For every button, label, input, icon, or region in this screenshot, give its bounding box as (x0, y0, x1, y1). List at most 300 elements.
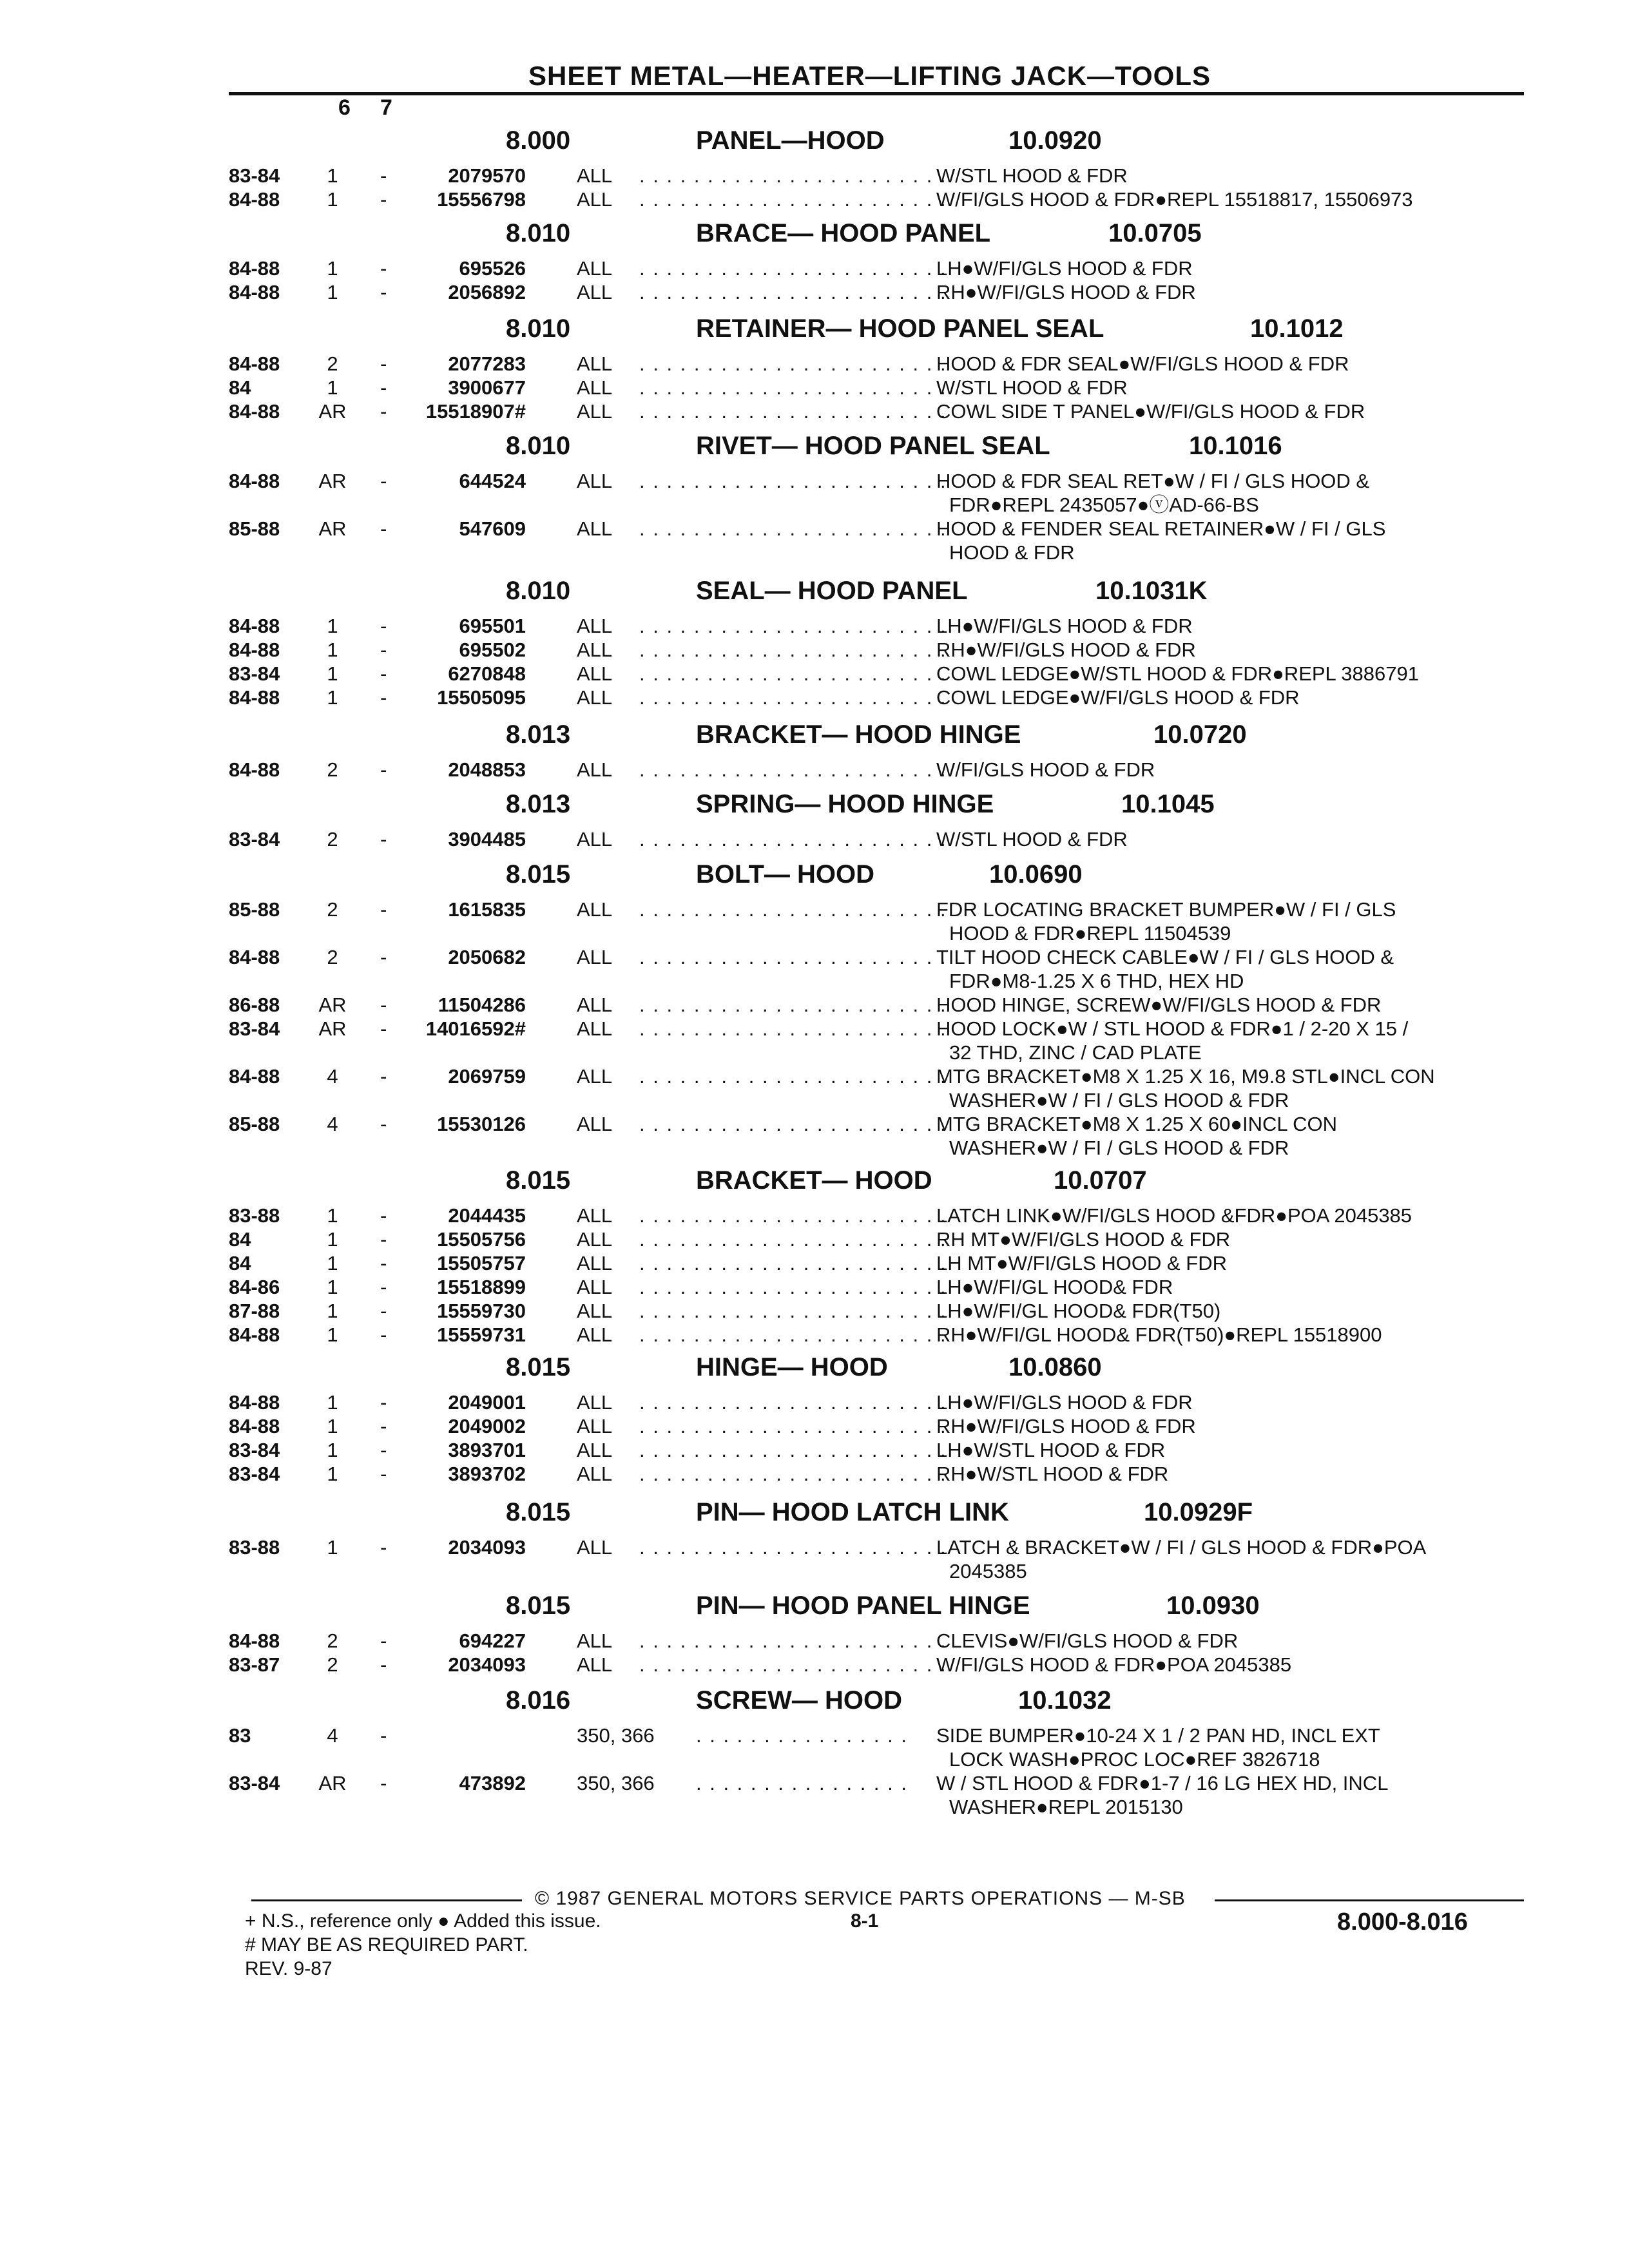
application: ALL (577, 1629, 613, 1652)
leader-dots: . . . . . . . . . . . . . . . . . . . . . . . (639, 1300, 947, 1322)
description: HOOD & FDR SEAL●W/FI/GLS HOOD & FDR (936, 352, 1349, 375)
qty-separator: - (380, 1463, 387, 1485)
qty-separator: - (380, 1536, 387, 1559)
section-header (0, 126, 1629, 159)
model-year: 84 (229, 376, 251, 399)
qty-separator: - (380, 1228, 387, 1251)
leader-dots: . . . . . . . . . . . . . . . . . . . . . . . (639, 281, 947, 303)
qty-separator: - (380, 1204, 387, 1227)
section-group-code: 10.0860 (1008, 1353, 1102, 1381)
qty-separator: - (380, 994, 387, 1016)
qty-separator: - (380, 1439, 387, 1461)
qty-separator: - (380, 352, 387, 375)
model-year: 84-88 (229, 1323, 280, 1346)
leader-dots: . . . . . . . . . . . . . . . . . . . . . . . (639, 758, 947, 781)
qty-separator: - (380, 828, 387, 850)
model-year: 83-88 (229, 1204, 280, 1227)
section-part-name: BRACKET— HOOD (696, 1166, 932, 1195)
footer-page-range: 8.000-8.016 (1337, 1908, 1468, 1936)
application: ALL (577, 1228, 613, 1251)
model-year: 84-88 (229, 188, 280, 211)
leader-dots: . . . . . . . . . . . . . . . . (696, 1724, 908, 1747)
model-year: 84-88 (229, 615, 280, 637)
section-group-code: 10.1045 (1121, 790, 1215, 818)
part-number: 2048853 (448, 758, 526, 781)
column-header-7: 7 (380, 95, 392, 120)
section-header (0, 1686, 1629, 1718)
qty-separator: - (380, 1323, 387, 1346)
section-header (0, 720, 1629, 753)
description: LATCH & BRACKET●W / FI / GLS HOOD & FDR●POA (936, 1536, 1427, 1559)
application: ALL (577, 758, 613, 781)
section-header (0, 1498, 1629, 1530)
leader-dots: . . . . . . . . . . . . . . . . . . . . . . . (639, 1276, 947, 1298)
qty-separator: - (380, 898, 387, 921)
model-year: 84-88 (229, 400, 280, 423)
description: RH●W/FI/GL HOOD& FDR(T50)●REPL 15518900 (936, 1323, 1382, 1346)
model-year: 84-88 (229, 639, 280, 661)
qty-separator: - (380, 662, 387, 685)
model-year: 86-88 (229, 994, 280, 1016)
quantity: AR (318, 1772, 347, 1794)
application: ALL (577, 1323, 613, 1346)
application: 350, 366 (577, 1724, 655, 1747)
footer-note-1: + N.S., reference only ● Added this issue. (245, 1910, 601, 1932)
description: RH●W/FI/GLS HOOD & FDR (936, 639, 1196, 661)
qty-separator: - (380, 164, 387, 187)
part-number: 2056892 (448, 281, 526, 303)
part-number: 15505756 (437, 1228, 526, 1251)
quantity: 1 (327, 1439, 338, 1461)
part-number: 2034093 (448, 1653, 526, 1676)
application: ALL (577, 1204, 613, 1227)
part-number: 2049001 (448, 1391, 526, 1414)
quantity: 1 (327, 1300, 338, 1322)
section-part-name: SCREW— HOOD (696, 1686, 902, 1715)
section-group-code: 10.1031K (1095, 577, 1208, 605)
application: ALL (577, 898, 613, 921)
qty-separator: - (380, 1017, 387, 1040)
part-number: 473892 (459, 1772, 526, 1794)
section-header (0, 790, 1629, 822)
section-header (0, 577, 1629, 609)
model-year: 83-84 (229, 828, 280, 850)
application: ALL (577, 1065, 613, 1088)
quantity: 2 (327, 1629, 338, 1652)
leader-dots: . . . . . . . . . . . . . . . . . . . . . . . (639, 164, 947, 187)
description: W/STL HOOD & FDR (936, 828, 1128, 850)
leader-dots: . . . . . . . . . . . . . . . . (696, 1772, 908, 1794)
quantity: 1 (327, 639, 338, 661)
description: W / STL HOOD & FDR●1-7 / 16 LG HEX HD, INCL (936, 1772, 1389, 1794)
section-part-name: RIVET— HOOD PANEL SEAL (696, 432, 1050, 460)
part-number: 3900677 (448, 376, 526, 399)
description: LH MT●W/FI/GLS HOOD & FDR (936, 1252, 1228, 1274)
section-group-code: 10.0720 (1153, 720, 1247, 749)
application: ALL (577, 1536, 613, 1559)
section-group-number: 8.015 (506, 860, 571, 889)
part-number: 695501 (459, 615, 526, 637)
section-part-name: PIN— HOOD PANEL HINGE (696, 1591, 1030, 1620)
description: LH●W/FI/GL HOOD& FDR(T50) (936, 1300, 1221, 1322)
application: ALL (577, 517, 613, 540)
section-group-number: 8.010 (506, 219, 571, 247)
qty-separator: - (380, 376, 387, 399)
description: HOOD & FDR SEAL RET●W / FI / GLS HOOD & (936, 470, 1370, 492)
leader-dots: . . . . . . . . . . . . . . . . . . . . . . . (639, 1439, 947, 1461)
application: ALL (577, 376, 613, 399)
footer-page-number: 8-1 (851, 1910, 879, 1932)
quantity: 1 (327, 1252, 338, 1274)
part-number: 644524 (459, 470, 526, 492)
section-group-code: 10.0690 (989, 860, 1083, 889)
section-part-name: HINGE— HOOD (696, 1353, 888, 1381)
section-part-name: BRACKET— HOOD HINGE (696, 720, 1021, 749)
description: LH●W/FI/GLS HOOD & FDR (936, 1391, 1193, 1414)
description: CLEVIS●W/FI/GLS HOOD & FDR (936, 1629, 1239, 1652)
part-number: 2050682 (448, 946, 526, 968)
part-number: 2077283 (448, 352, 526, 375)
leader-dots: . . . . . . . . . . . . . . . . . . . . . . . (639, 376, 947, 399)
qty-separator: - (380, 1724, 387, 1747)
application: ALL (577, 1463, 613, 1485)
quantity: 1 (327, 686, 338, 709)
qty-separator: - (380, 1252, 387, 1274)
model-year: 83-87 (229, 1653, 280, 1676)
model-year: 87-88 (229, 1300, 280, 1322)
qty-separator: - (380, 188, 387, 211)
leader-dots: . . . . . . . . . . . . . . . . . . . . . . . (639, 1653, 947, 1676)
model-year: 83-84 (229, 662, 280, 685)
application: ALL (577, 188, 613, 211)
part-number: 14016592# (425, 1017, 526, 1040)
section-header (0, 432, 1629, 464)
part-number: 15518899 (437, 1276, 526, 1298)
section-part-name: BRACE— HOOD PANEL (696, 219, 991, 247)
description-continued: WASHER●W / FI / GLS HOOD & FDR (949, 1137, 1289, 1159)
quantity: 1 (327, 1276, 338, 1298)
model-year: 85-88 (229, 898, 280, 921)
leader-dots: . . . . . . . . . . . . . . . . . . . . . . . (639, 1629, 947, 1652)
part-number: 3904485 (448, 828, 526, 850)
description: W/STL HOOD & FDR (936, 376, 1128, 399)
part-number: 15518907# (425, 400, 526, 423)
part-number: 15505095 (437, 686, 526, 709)
section-group-number: 8.010 (506, 432, 571, 460)
description-continued: FDR●REPL 2435057●ⓥAD-66-BS (949, 494, 1259, 516)
model-year: 84-88 (229, 1065, 280, 1088)
leader-dots: . . . . . . . . . . . . . . . . . . . . . . . (639, 898, 947, 921)
footer-revision: REV. 9-87 (245, 1958, 333, 1979)
model-year: 83-84 (229, 1463, 280, 1485)
application: ALL (577, 1276, 613, 1298)
description: MTG BRACKET●M8 X 1.25 X 16, M9.8 STL●INCL CON (936, 1065, 1435, 1088)
application: ALL (577, 400, 613, 423)
footer-rule-left (251, 1899, 522, 1901)
leader-dots: . . . . . . . . . . . . . . . . . . . . . . . (639, 470, 947, 492)
description: W/FI/GLS HOOD & FDR (936, 758, 1155, 781)
part-number: 547609 (459, 517, 526, 540)
model-year: 83-88 (229, 1536, 280, 1559)
section-group-number: 8.010 (506, 577, 571, 605)
description: HOOD LOCK●W / STL HOOD & FDR●1 / 2-20 X 15 / (936, 1017, 1409, 1040)
part-number: 2069759 (448, 1065, 526, 1088)
header-rule (229, 92, 1524, 95)
description: TILT HOOD CHECK CABLE●W / FI / GLS HOOD & (936, 946, 1394, 968)
section-group-number: 8.013 (506, 720, 571, 749)
section-group-number: 8.016 (506, 1686, 571, 1715)
application: ALL (577, 828, 613, 850)
application: ALL (577, 281, 613, 303)
part-number: 15559731 (437, 1323, 526, 1346)
qty-separator: - (380, 686, 387, 709)
section-group-code: 10.0930 (1166, 1591, 1260, 1620)
leader-dots: . . . . . . . . . . . . . . . . . . . . . . . (639, 1463, 947, 1485)
leader-dots: . . . . . . . . . . . . . . . . . . . . . . . (639, 1391, 947, 1414)
leader-dots: . . . . . . . . . . . . . . . . . . . . . . . (639, 517, 947, 540)
qty-separator: - (380, 1653, 387, 1676)
description-continued: HOOD & FDR●REPL 11504539 (949, 922, 1231, 945)
quantity: 1 (327, 1204, 338, 1227)
description: COWL LEDGE●W/STL HOOD & FDR●REPL 3886791 (936, 662, 1419, 685)
model-year: 84-88 (229, 1415, 280, 1437)
section-group-number: 8.010 (506, 314, 571, 343)
leader-dots: . . . . . . . . . . . . . . . . . . . . . . . (639, 1228, 947, 1251)
leader-dots: . . . . . . . . . . . . . . . . . . . . . . . (639, 1204, 947, 1227)
quantity: 2 (327, 828, 338, 850)
qty-separator: - (380, 1391, 387, 1414)
part-number: 6270848 (448, 662, 526, 685)
qty-separator: - (380, 1772, 387, 1794)
model-year: 84-88 (229, 946, 280, 968)
description: COWL SIDE T PANEL●W/FI/GLS HOOD & FDR (936, 400, 1365, 423)
part-number: 695526 (459, 257, 526, 280)
description: SIDE BUMPER●10-24 X 1 / 2 PAN HD, INCL EXT (936, 1724, 1380, 1747)
qty-separator: - (380, 639, 387, 661)
leader-dots: . . . . . . . . . . . . . . . . . . . . . . . (639, 1323, 947, 1346)
model-year: 84-88 (229, 281, 280, 303)
section-group-code: 10.1016 (1189, 432, 1282, 460)
qty-separator: - (380, 257, 387, 280)
model-year: 84-88 (229, 1629, 280, 1652)
section-part-name: PANEL—HOOD (696, 126, 885, 155)
description: LH●W/STL HOOD & FDR (936, 1439, 1166, 1461)
part-number: 15530126 (437, 1113, 526, 1135)
quantity: AR (318, 994, 347, 1016)
part-number: 15559730 (437, 1300, 526, 1322)
description: RH●W/STL HOOD & FDR (936, 1463, 1169, 1485)
leader-dots: . . . . . . . . . . . . . . . . . . . . . . . (639, 1415, 947, 1437)
footer-copyright: © 1987 GENERAL MOTORS SERVICE PARTS OPERATIONS — M-SB (535, 1888, 1186, 1909)
model-year: 83 (229, 1724, 251, 1747)
quantity: 1 (327, 1391, 338, 1414)
qty-separator: - (380, 1629, 387, 1652)
section-part-name: PIN— HOOD LATCH LINK (696, 1498, 1009, 1526)
description: LH●W/FI/GLS HOOD & FDR (936, 615, 1193, 637)
leader-dots: . . . . . . . . . . . . . . . . . . . . . . . (639, 188, 947, 211)
description-continued: LOCK WASH●PROC LOC●REF 3826718 (949, 1748, 1320, 1771)
qty-separator: - (380, 1300, 387, 1322)
part-number: 695502 (459, 639, 526, 661)
section-group-code: 10.0920 (1008, 126, 1102, 155)
quantity: 1 (327, 164, 338, 187)
leader-dots: . . . . . . . . . . . . . . . . . . . . . . . (639, 639, 947, 661)
description-continued: WASHER●REPL 2015130 (949, 1796, 1183, 1818)
description: W/FI/GLS HOOD & FDR●POA 2045385 (936, 1653, 1292, 1676)
part-number: 15556798 (437, 188, 526, 211)
qty-separator: - (380, 615, 387, 637)
model-year: 83-84 (229, 1017, 280, 1040)
model-year: 84 (229, 1228, 251, 1251)
section-part-name: RETAINER— HOOD PANEL SEAL (696, 314, 1104, 343)
description: RH MT●W/FI/GLS HOOD & FDR (936, 1228, 1231, 1251)
section-group-number: 8.015 (506, 1353, 571, 1381)
section-header (0, 1166, 1629, 1198)
description: COWL LEDGE●W/FI/GLS HOOD & FDR (936, 686, 1300, 709)
application: ALL (577, 257, 613, 280)
quantity: 1 (327, 1228, 338, 1251)
description: HOOD HINGE, SCREW●W/FI/GLS HOOD & FDR (936, 994, 1382, 1016)
quantity: 4 (327, 1113, 338, 1135)
leader-dots: . . . . . . . . . . . . . . . . . . . . . . . (639, 946, 947, 968)
description-continued: 2045385 (949, 1560, 1027, 1582)
application: ALL (577, 164, 613, 187)
section-group-number: 8.015 (506, 1166, 571, 1195)
description: RH●W/FI/GLS HOOD & FDR (936, 1415, 1196, 1437)
section-group-number: 8.013 (506, 790, 571, 818)
quantity: 2 (327, 946, 338, 968)
description-continued: WASHER●W / FI / GLS HOOD & FDR (949, 1089, 1289, 1111)
column-header-6: 6 (338, 95, 351, 120)
part-number: 11504286 (438, 994, 526, 1016)
description: LH●W/FI/GL HOOD& FDR (936, 1276, 1173, 1298)
quantity: 1 (327, 1323, 338, 1346)
description: W/FI/GLS HOOD & FDR●REPL 15518817, 15506973 (936, 188, 1413, 211)
quantity: 1 (327, 281, 338, 303)
application: ALL (577, 1300, 613, 1322)
section-group-number: 8.015 (506, 1498, 571, 1526)
leader-dots: . . . . . . . . . . . . . . . . . . . . . . . (639, 1252, 947, 1274)
model-year: 84-88 (229, 470, 280, 492)
leader-dots: . . . . . . . . . . . . . . . . . . . . . . . (639, 400, 947, 423)
quantity: 1 (327, 1415, 338, 1437)
part-number: 2044435 (448, 1204, 526, 1227)
model-year: 84-88 (229, 1391, 280, 1414)
model-year: 84-88 (229, 352, 280, 375)
quantity: 2 (327, 898, 338, 921)
quantity: 1 (327, 1463, 338, 1485)
section-group-code: 10.0929F (1144, 1498, 1253, 1526)
application: ALL (577, 470, 613, 492)
model-year: 85-88 (229, 1113, 280, 1135)
leader-dots: . . . . . . . . . . . . . . . . . . . . . . . (639, 662, 947, 685)
quantity: 1 (327, 1536, 338, 1559)
leader-dots: . . . . . . . . . . . . . . . . . . . . . . . (639, 1065, 947, 1088)
application: ALL (577, 615, 613, 637)
quantity: 4 (327, 1065, 338, 1088)
qty-separator: - (380, 517, 387, 540)
description: LATCH LINK●W/FI/GLS HOOD &FDR●POA 2045385 (936, 1204, 1412, 1227)
application: ALL (577, 994, 613, 1016)
quantity: AR (318, 470, 347, 492)
description: LH●W/FI/GLS HOOD & FDR (936, 257, 1193, 280)
application: ALL (577, 1113, 613, 1135)
section-part-name: SPRING— HOOD HINGE (696, 790, 994, 818)
quantity: AR (318, 1017, 347, 1040)
quantity: 1 (327, 662, 338, 685)
part-number: 3893702 (448, 1463, 526, 1485)
footer-rule-right (1215, 1899, 1524, 1901)
description-continued: FDR●M8-1.25 X 6 THD, HEX HD (949, 970, 1244, 992)
section-header (0, 219, 1629, 251)
application: ALL (577, 639, 613, 661)
section-part-name: SEAL— HOOD PANEL (696, 577, 968, 605)
quantity: 2 (327, 1653, 338, 1676)
section-group-code: 10.1012 (1250, 314, 1344, 343)
section-header (0, 860, 1629, 892)
part-number: 2034093 (448, 1536, 526, 1559)
leader-dots: . . . . . . . . . . . . . . . . . . . . . . . (639, 994, 947, 1016)
quantity: 1 (327, 188, 338, 211)
quantity: 1 (327, 615, 338, 637)
qty-separator: - (380, 1113, 387, 1135)
model-year: 83-84 (229, 164, 280, 187)
quantity: 2 (327, 758, 338, 781)
section-group-code: 10.0705 (1108, 219, 1202, 247)
part-number: 2079570 (448, 164, 526, 187)
leader-dots: . . . . . . . . . . . . . . . . . . . . . . . (639, 686, 947, 709)
qty-separator: - (380, 758, 387, 781)
application: ALL (577, 1391, 613, 1414)
part-number: 1615835 (448, 898, 526, 921)
quantity: 2 (327, 352, 338, 375)
application: ALL (577, 1653, 613, 1676)
qty-separator: - (380, 470, 387, 492)
page-title: SHEET METAL—HEATER—LIFTING JACK—TOOLS (528, 61, 1211, 91)
quantity: 4 (327, 1724, 338, 1747)
description-continued: HOOD & FDR (949, 541, 1075, 564)
application: ALL (577, 1439, 613, 1461)
qty-separator: - (380, 1276, 387, 1298)
footer-note-2: # MAY BE AS REQUIRED PART. (245, 1934, 528, 1956)
model-year: 84 (229, 1252, 251, 1274)
leader-dots: . . . . . . . . . . . . . . . . . . . . . . . (639, 1536, 947, 1559)
application: ALL (577, 1415, 613, 1437)
section-header (0, 1591, 1629, 1624)
section-part-name: BOLT— HOOD (696, 860, 875, 889)
section-group-number: 8.000 (506, 126, 571, 155)
section-group-number: 8.015 (506, 1591, 571, 1620)
quantity: AR (318, 517, 347, 540)
section-group-code: 10.1032 (1018, 1686, 1112, 1715)
application: ALL (577, 946, 613, 968)
model-year: 84-88 (229, 758, 280, 781)
section-header (0, 314, 1629, 347)
part-number: 694227 (459, 1629, 526, 1652)
leader-dots: . . . . . . . . . . . . . . . . . . . . . . . (639, 615, 947, 637)
model-year: 84-88 (229, 257, 280, 280)
part-number: 2049002 (448, 1415, 526, 1437)
description-continued: 32 THD, ZINC / CAD PLATE (949, 1041, 1202, 1064)
application: ALL (577, 662, 613, 685)
quantity: 1 (327, 376, 338, 399)
application: ALL (577, 686, 613, 709)
model-year: 83-84 (229, 1772, 280, 1794)
leader-dots: . . . . . . . . . . . . . . . . . . . . . . . (639, 828, 947, 850)
application: ALL (577, 352, 613, 375)
leader-dots: . . . . . . . . . . . . . . . . . . . . . . . (639, 257, 947, 280)
model-year: 83-84 (229, 1439, 280, 1461)
